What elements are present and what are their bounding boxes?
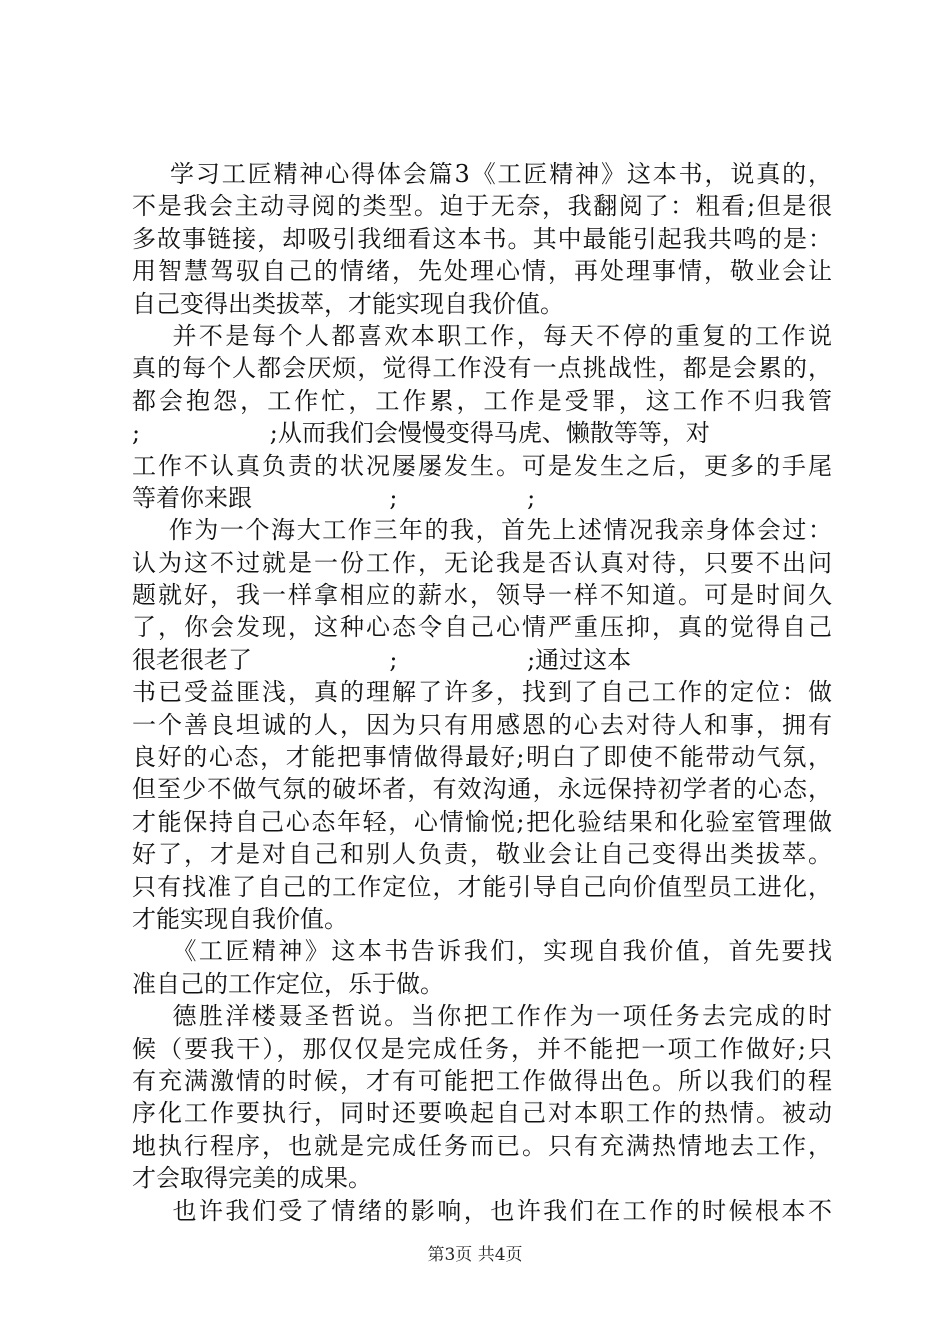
text-line: 真的每个人都会厌烦，觉得工作没有一点挑战性，都是会累的， <box>132 354 832 383</box>
text-line: 也许我们受了情绪的影响，也许我们在工作的时候根本不 <box>132 1196 832 1225</box>
text-line: 并不是每个人都喜欢本职工作，每天不停的重复的工作说 <box>132 321 832 350</box>
text-line: 不是我会主动寻阅的类型。迫于无奈，我翻阅了：粗看;但是很 <box>132 192 832 221</box>
text-line: 只有找准了自己的工作定位，才能引导自己向价值型员工进化， <box>132 872 832 901</box>
text-line: 准自己的工作定位，乐于做。 <box>132 969 444 998</box>
text-line: 学习工匠精神心得体会篇3《工匠精神》这本书，说真的， <box>132 160 832 188</box>
text-line: 良好的心态，才能把事情做得最好;明白了即使不能带动气氛， <box>132 743 832 772</box>
text-line: 德胜洋楼聂圣哲说。当你把工作作为一项任务去完成的时 <box>132 1002 832 1031</box>
text-line: ; ;从而我们会慢慢变得马虎、懒散等等，对 <box>132 419 710 448</box>
text-line: 《工匠精神》这本书告诉我们，实现自我价值，首先要找 <box>132 937 832 966</box>
text-line: 作为一个海大工作三年的我，首先上述情况我亲身体会过： <box>132 516 832 545</box>
text-line: 自己变得出类拔萃，才能实现自我价值。 <box>132 289 564 318</box>
text-line: 地执行程序，也就是完成任务而已。只有充满热情地去工作， <box>132 1131 832 1160</box>
text-line: 题就好，我一样拿相应的薪水，领导一样不知道。可是时间久 <box>132 581 832 610</box>
text-line: 等着你来跟 ; ; <box>132 483 536 512</box>
text-line: 工作不认真负责的状况屡屡发生。可是发生之后，更多的手尾 <box>132 451 832 480</box>
text-line: 书已受益匪浅，真的理解了许多，找到了自己工作的定位：做 <box>132 678 832 707</box>
text-line: 认为这不过就是一份工作，无论我是否认真对待，只要不出问 <box>132 548 832 577</box>
text-line: 很老很老了 ; ;通过这本 <box>132 645 632 674</box>
text-line: 序化工作要执行，同时还要唤起自己对本职工作的热情。被动 <box>132 1099 832 1128</box>
text-line: 一个善良坦诚的人，因为只有用感恩的心去对待人和事，拥有 <box>132 710 832 739</box>
text-line: 都会抱怨，工作忙，工作累，工作是受罪，这工作不归我管 <box>132 386 832 415</box>
text-line: 多故事链接，却吸引我细看这本书。其中最能引起我共鸣的是： <box>132 224 832 253</box>
text-line: 有充满激情的时候，才有可能把工作做得出色。所以我们的程 <box>132 1066 832 1095</box>
text-line: 才能保持自己心态年轻，心情愉悦;把化验结果和化验室管理做 <box>132 807 832 836</box>
text-line: 用智慧驾驭自己的情绪，先处理心情，再处理事情，敬业会让 <box>132 257 832 286</box>
document-body <box>132 158 832 1227</box>
page-footer: 第3页 共4页 <box>427 1245 523 1265</box>
text-line: 好了，才是对自己和别人负责，敬业会让自己变得出类拔萃。 <box>132 840 832 869</box>
text-line: 才会取得完美的成果。 <box>132 1164 372 1193</box>
text-line: 候（要我干），那仅仅是完成任务，并不能把一项工作做好;只 <box>132 1034 832 1063</box>
text-line: 才能实现自我价值。 <box>132 904 348 933</box>
text-line: 但至少不做气氛的破坏者，有效沟通，永远保持初学者的心态， <box>132 775 832 804</box>
text-line: 了，你会发现，这种心态令自己心情严重压抑，真的觉得自己 <box>132 613 832 642</box>
